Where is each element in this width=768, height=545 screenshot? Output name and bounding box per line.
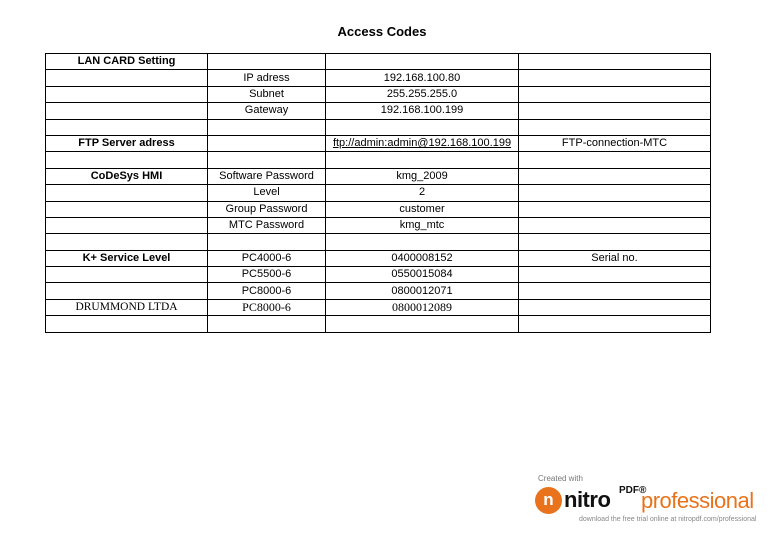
table-row — [46, 135, 711, 151]
field-label-subnet: Subnet — [208, 86, 326, 102]
table-cell — [208, 234, 326, 250]
table-row — [46, 217, 711, 233]
table-cell — [208, 152, 326, 168]
table-cell — [519, 217, 711, 233]
table-row — [46, 267, 711, 283]
table-row — [46, 152, 711, 168]
nitro-logo-icon: n — [535, 487, 562, 514]
table-row — [46, 299, 711, 315]
table-row — [46, 234, 711, 250]
table-cell — [46, 201, 208, 217]
nitro-watermark — [535, 474, 763, 536]
table-row — [46, 168, 711, 184]
section-label-k-service: K+ Service Level — [46, 250, 208, 266]
table-cell — [208, 135, 326, 151]
section-label-lan: LAN CARD Setting — [46, 54, 208, 70]
model-label: PC4000-6 — [208, 250, 326, 266]
table-cell — [326, 234, 519, 250]
table-row — [46, 201, 711, 217]
field-value-mtc-password: kmg_mtc — [326, 217, 519, 233]
table-cell — [519, 86, 711, 102]
model-label: PC5500-6 — [208, 267, 326, 283]
table-cell — [519, 70, 711, 86]
watermark-pdf-mark: PDF® — [619, 485, 647, 496]
watermark-download-text: download the free trial online at nitropdf.com/professional — [579, 516, 757, 523]
field-label-gateway: Gateway — [208, 103, 326, 119]
serial-value: 0550015084 — [326, 267, 519, 283]
table-cell — [519, 316, 711, 332]
ftp-link[interactable]: ftp://admin:admin@192.168.100.199 — [326, 135, 519, 151]
watermark-brand: nitro — [564, 487, 611, 512]
table-cell — [519, 234, 711, 250]
watermark-created-with: Created with — [538, 474, 583, 483]
table-row — [46, 119, 711, 135]
section-label-codesys: CoDeSys HMI — [46, 168, 208, 184]
watermark-edition: professional — [641, 488, 754, 513]
field-value-gateway: 192.168.100.199 — [326, 103, 519, 119]
table-cell — [46, 217, 208, 233]
table-row — [46, 283, 711, 299]
table-cell — [46, 185, 208, 201]
table-row — [46, 54, 711, 70]
table-cell — [519, 119, 711, 135]
table-row — [46, 103, 711, 119]
serial-value: 0400008152 — [326, 250, 519, 266]
field-label-level: Level — [208, 185, 326, 201]
table-row — [46, 316, 711, 332]
table-cell — [46, 86, 208, 102]
field-label-mtc-password: MTC Password — [208, 217, 326, 233]
page-title: Access Codes — [337, 24, 427, 39]
table-cell — [326, 54, 519, 70]
table-cell — [519, 152, 711, 168]
table-cell — [519, 267, 711, 283]
table-cell — [46, 283, 208, 299]
field-value-subnet: 255.255.255.0 — [326, 86, 519, 102]
table-cell — [519, 283, 711, 299]
field-value-level: 2 — [326, 185, 519, 201]
table-cell — [46, 103, 208, 119]
table-cell — [326, 316, 519, 332]
table-cell — [46, 70, 208, 86]
table-cell — [46, 152, 208, 168]
field-value-group-password: customer — [326, 201, 519, 217]
table-cell — [46, 119, 208, 135]
table-cell — [519, 185, 711, 201]
table-row — [46, 185, 711, 201]
table-row — [46, 70, 711, 86]
field-value-software-password: kmg_2009 — [326, 168, 519, 184]
field-label-software-password: Software Password — [208, 168, 326, 184]
table-cell — [519, 299, 711, 315]
table-cell — [208, 119, 326, 135]
table-cell — [326, 152, 519, 168]
table-cell — [208, 54, 326, 70]
table-cell — [208, 316, 326, 332]
model-label: PC8000-6 — [208, 283, 326, 299]
table-cell — [519, 201, 711, 217]
access-codes-table — [45, 53, 711, 333]
table-cell — [326, 119, 519, 135]
table-cell — [46, 234, 208, 250]
table-cell — [519, 168, 711, 184]
table-row — [46, 250, 711, 266]
field-value-ip: 192.168.100.80 — [326, 70, 519, 86]
field-label-ip: IP adress — [208, 70, 326, 86]
table-cell — [519, 54, 711, 70]
serial-header: Serial no. — [519, 250, 711, 266]
table-cell — [46, 267, 208, 283]
ftp-connection-name: FTP-connection-MTC — [519, 135, 711, 151]
serial-value: 0800012071 — [326, 283, 519, 299]
customer-name: DRUMMOND LTDA — [46, 299, 208, 315]
field-label-group-password: Group Password — [208, 201, 326, 217]
table-cell — [519, 103, 711, 119]
model-label: PC8000-6 — [208, 299, 326, 315]
serial-value: 0800012089 — [326, 299, 519, 315]
table-cell — [46, 316, 208, 332]
table-row — [46, 86, 711, 102]
section-label-ftp: FTP Server adress — [46, 135, 208, 151]
